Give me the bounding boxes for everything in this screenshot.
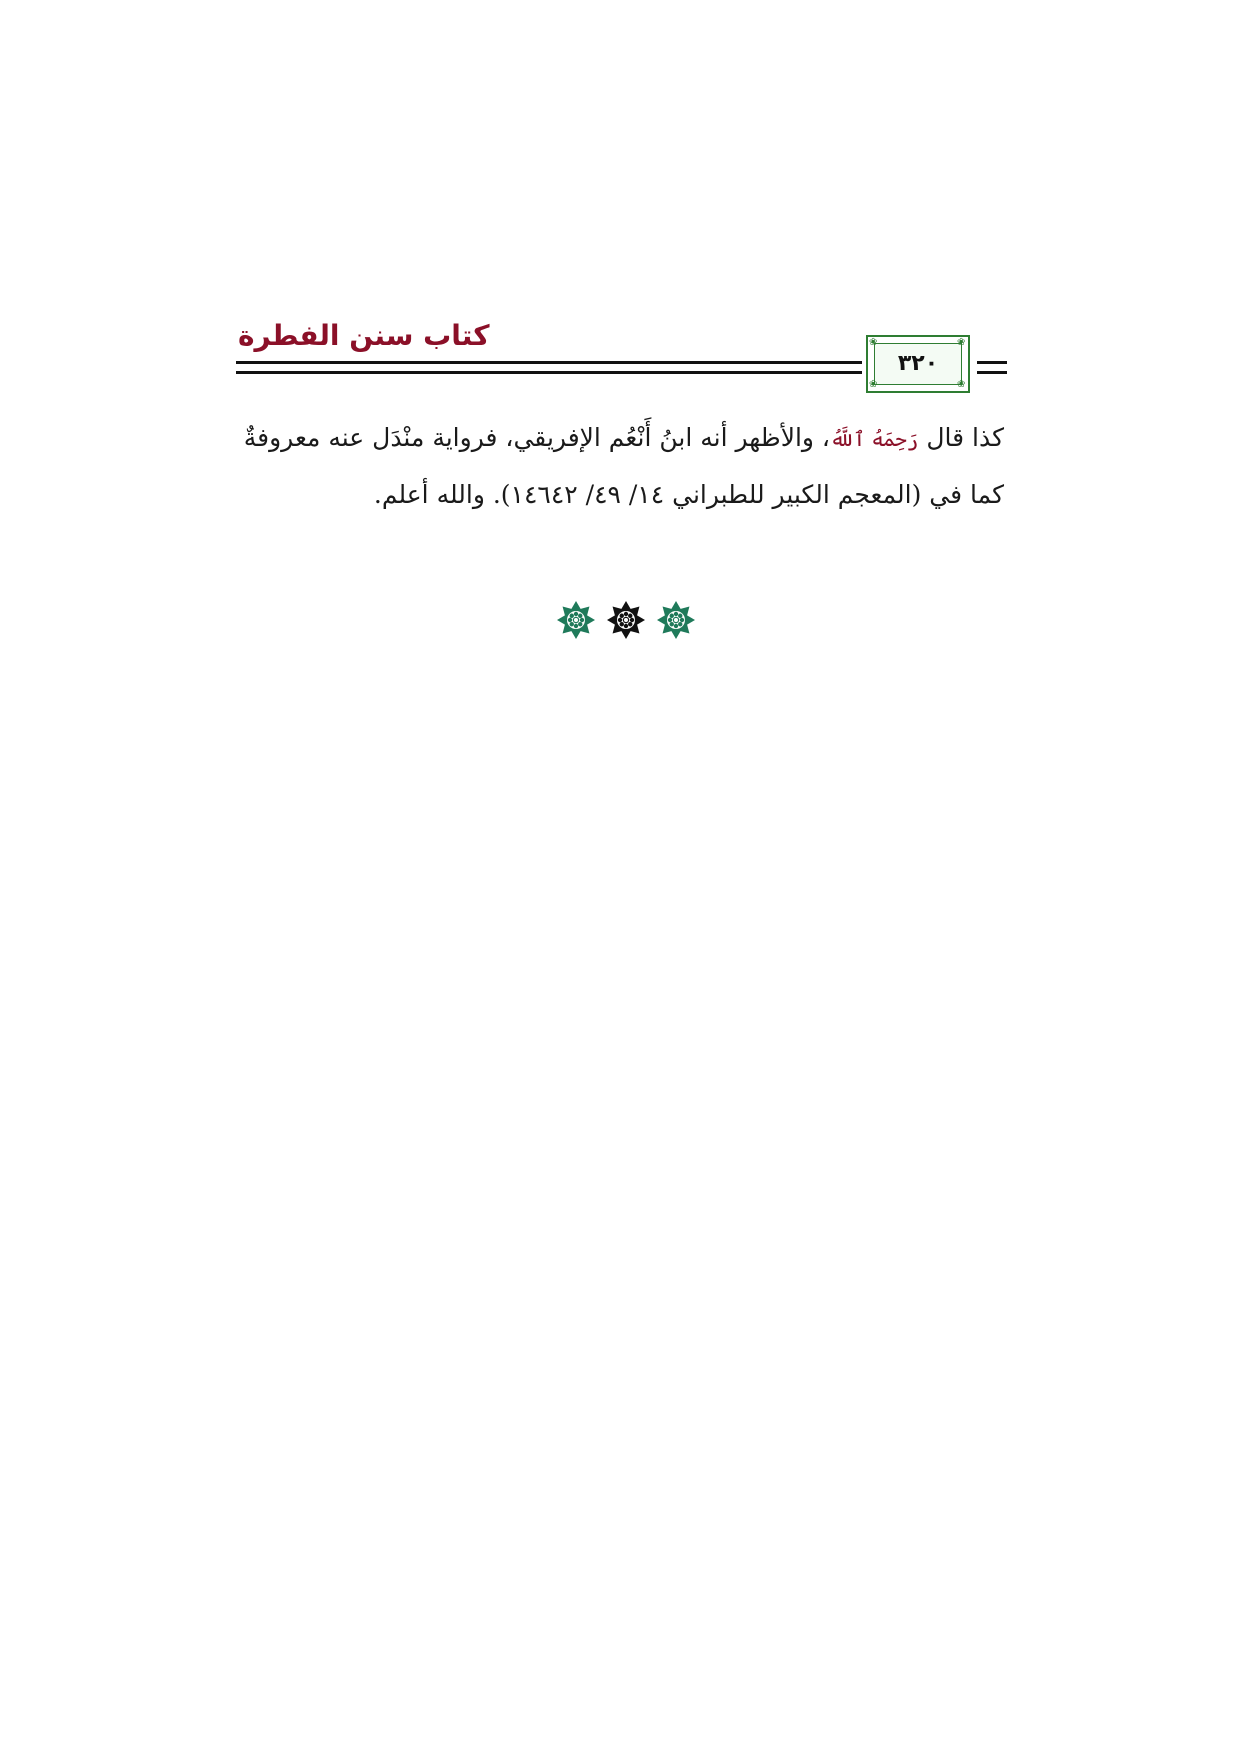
header-rule-top [236,361,862,364]
body-paragraph [243,410,1004,523]
section-separator [556,598,696,642]
body-line-1 [243,410,1004,467]
honorific-phrase: رَحِمَهُ ٱللَّهُ [830,427,919,451]
body-line-1-end: ، والأظهر أنه ابنُ أَنْعُم الإفريقي، فرواية منْدَل عنه معروفةٌ [243,423,830,452]
frame-corner-ornament-icon: ❀ [869,379,878,390]
header-rule-right-top [977,361,1007,364]
star-flower-ornament-icon [556,600,596,640]
header-rule-right-bottom [977,371,1007,374]
star-flower-ornament-icon [606,600,646,640]
body-line-2: كما في (المعجم الكبير للطبراني ١٤/ ٤٩/ ١٤٦٤٢). والله أعلم. [373,480,1004,509]
body-line-1-start: كذا قال [918,423,1004,452]
header-rule-bottom [236,371,862,374]
running-header-title: كتاب سنن الفطرة [238,319,490,352]
page-number: ٣٢٠ [897,351,939,376]
frame-corner-ornament-icon: ❀ [869,337,878,348]
star-flower-ornament-icon [656,600,696,640]
page-number-frame [866,335,970,393]
frame-corner-ornament-icon: ❀ [957,379,966,390]
frame-corner-ornament-icon: ❀ [957,337,966,348]
